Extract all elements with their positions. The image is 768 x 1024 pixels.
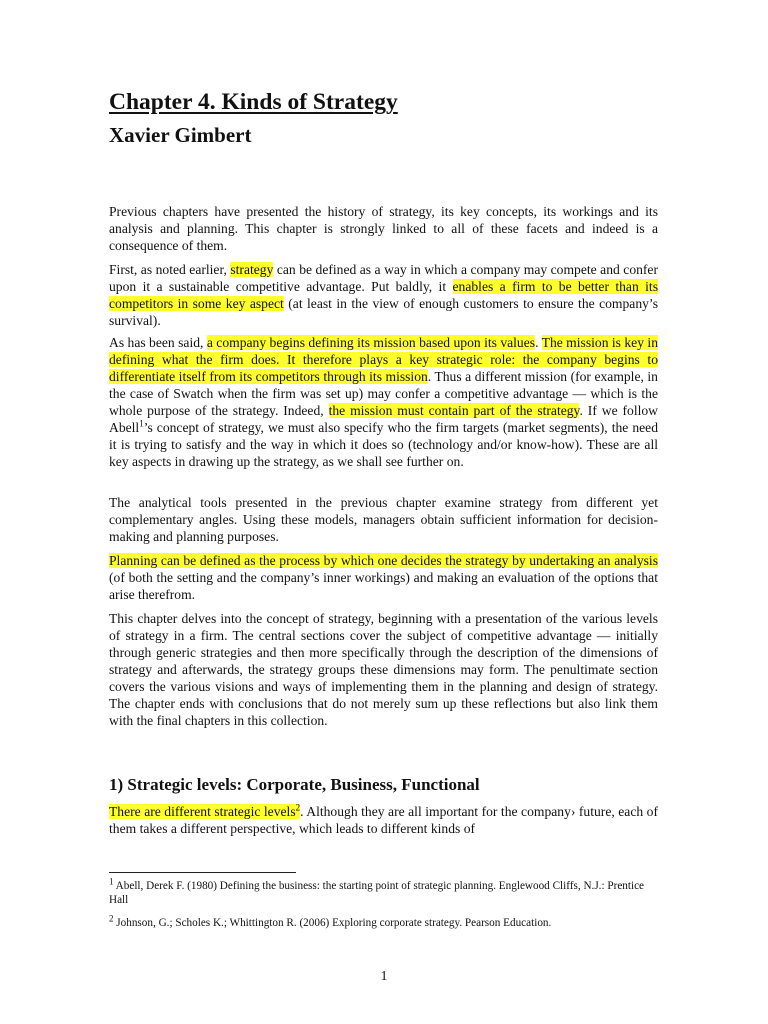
footnote-divider [109,872,296,873]
paragraph-mission: As has been said, a company begins defining its mission based upon its values. The mission is key in defining what the firm does. It therefore plays a key strategic role: the company begins to differentiate itself from its competitors through its mission. Thus a different mission (for example, in the case of Swatch when the firm was set up) may confer a competitive advantage — which is the whole purpose of the strategy. Indeed, the mission must contain part of the strategy. If we follow Abell$^1$’s concept of strategy, we must also specify who the firm targets (market segments), the need it is trying to satisfy and the way in which it does so (technology and/or know-how). These are all key aspects in drawing up the strategy, as we shall see further on. [109,335,658,469]
page-number: 1 [380,968,388,983]
footnote-number: 1 [109,876,114,887]
paragraph-analytical-tools: The analytical tools presented in the previous chapter examine strategy from different yet complementary angles. Using these models, managers obtain sufficient information for decision-making and planning purposes. [109,495,658,544]
paragraph-planning: Planning can be defined as the process by which one decides the strategy by undertaking an analysis (of both the setting and the company’s inner workings) and making an evaluation of the options that arise therefrom. [109,553,658,602]
highlight-enables-firm: enables a firm to be better than its competitors in some key aspect [109,279,658,311]
highlight-mission-key: The mission is key in defining what the firm does. It therefore plays a key strategic role: the company begins to differentiate itself from its competitors through its mission [109,335,658,384]
author-name: Xavier Gimbert [109,123,252,147]
footnote-1: $^1$ Abell, Derek F. (1980) Defining the business: the starting point of strategic planning. Englewood Cliffs, N.J.: Prentice Hall [109,876,645,906]
paragraph-strategy-definition: First, as noted earlier, strategy can be defined as a way in which a company may compete and confer upon it a sustainable competitive advantage. Put baldly, it enables a firm to be better than its competitors in some key aspect (at least in the view of enough customers to ensure the company’s survival). [109,262,658,328]
paragraph-strategic-levels: There are different strategic levels$^2$. Although they are all important for the company› future, each of them takes a different perspective, which leads to different kinds of [109,802,658,836]
footnote-number: 2 [109,913,114,924]
highlight-strategy: strategy [230,262,274,277]
highlight-strategic-levels: There are different strategic levels$^2$ [109,802,301,819]
highlight-planning-definition: Planning can be defined as the process by which one decides the strategy by undertaking an analysis [109,553,658,568]
section-heading: 1) Strategic levels: Corporate, Business, Functional [109,775,480,794]
highlight-company-mission: a company begins defining its mission based upon its values [206,335,536,350]
footnote-ref-1: 1 [139,418,144,429]
highlight-mission-strategy: the mission must contain part of the strategy [328,403,580,418]
paragraph-intro: Previous chapters have presented the history of strategy, its key concepts, its workings and its analysis and planning. This chapter is strongly linked to all of these facets and indeed is a consequence of them. [109,204,658,253]
footnote-ref-2: 2 [295,802,301,813]
chapter-title: Chapter 4. Kinds of Strategy [109,89,398,115]
paragraph-chapter-overview: This chapter delves into the concept of strategy, beginning with a presentation of the various levels of strategy in a firm. The central sections cover the subject of competitive advantage — initially through generic strategies and then more specifically through the description of the dimensions of strategy and afterwards, the strategy groups these dimensions may form. The penultimate section covers the various visions and ways of implementing them in the planning and design of strategy. The chapter ends with conclusions that do not merely sum up these reflections but also link them with the final chapters in this collection. [109,611,658,728]
footnote-2: $^2$ Johnson, G.; Scholes K.; Whittington R. (2006) Exploring corporate strategy. Pearson Education. [109,913,552,929]
